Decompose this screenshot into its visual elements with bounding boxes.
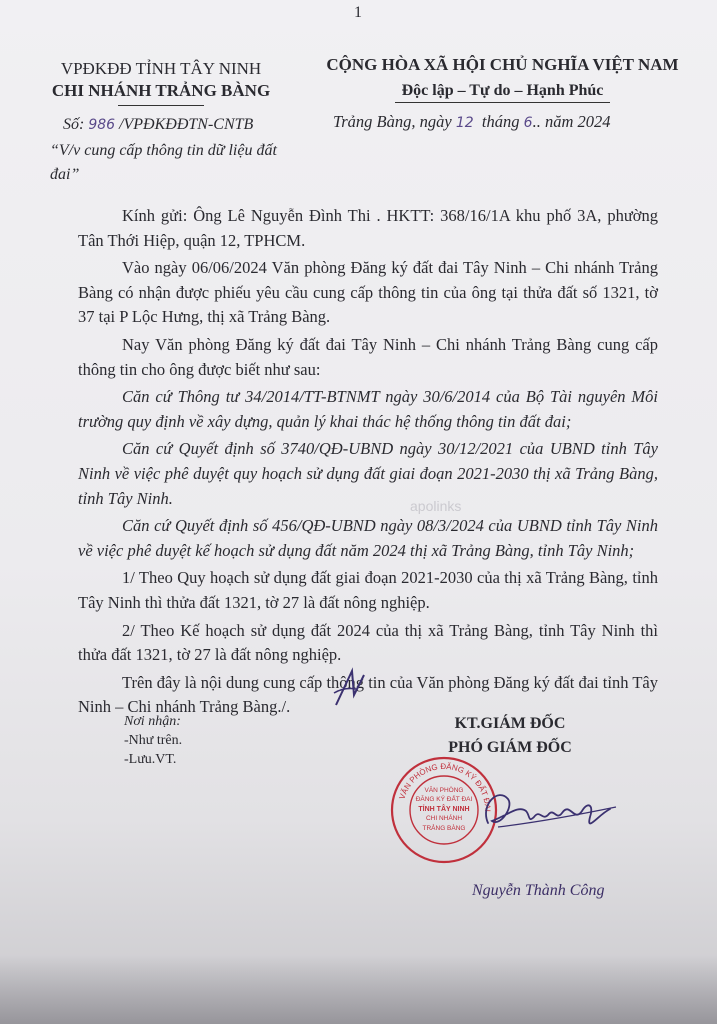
recipients [124,712,182,769]
day-handwritten: 12 [455,115,474,131]
paragraph-intro: Nay Văn phòng Đăng ký đất đai Tây Ninh – Chi nhánh Trảng Bàng cung cấp thông tin cho ông được biết như sau: [78,334,658,379]
legal-basis-2: Căn cứ Quyết định số 3740/QĐ-UBND ngày 30/12/2021 của UBND tỉnh Tây Ninh về việc phê duyệt quy hoạch sử dụng đất giai đoạn 2021-2030 thị xã Trảng Bàng, tỉnh Tây Ninh. [78,439,658,508]
month-label: tháng [481,112,520,131]
agency-underline [118,105,204,106]
signature-title-2: PHÓ GIÁM ĐỐC [448,739,572,756]
initial-mark [330,665,370,710]
document-number [63,116,253,134]
date-line: Trảng Bàng, ngày 12 tháng 6.. năm 2024 [333,112,611,131]
date-prefix: Trảng Bàng, ngày [333,112,452,131]
svg-text:ĐĂNG KÝ ĐẤT ĐAI: ĐĂNG KÝ ĐẤT ĐAI [415,796,473,803]
signature-title [430,712,590,760]
handwritten-signature [478,775,623,845]
finding-2: 2/ Theo Kế hoạch sử dụng đất 2024 của thị xã Trảng Bàng, tỉnh Tây Ninh thì thửa đất 1321, tờ 27 là đất nông nghiệp. [78,620,658,665]
document-subject: “V/v cung cấp thông tin dữ liệu đất đai” [50,142,277,183]
month-handwritten: 6 [523,115,533,131]
svg-text:VĂN PHÒNG: VĂN PHÒNG [424,787,464,794]
issuing-agency [30,58,292,106]
national-header [300,52,705,103]
year-text: năm 2024 [544,112,611,131]
signer-name: Nguyễn Thành Công [472,882,605,899]
country-name: CỘNG HÒA XÃ HỘI CHỦ NGHĨA VIỆT NAM [326,55,679,74]
letter-body [78,204,658,723]
agency-line-1: VPĐKĐĐ TỈNH TÂY NINH [60,59,262,78]
recipient-item: -Lưu.VT. [124,752,177,767]
svg-text:TỈNH TÂY NINH: TỈNH TÂY NINH [418,806,470,813]
finding-1: 1/ Theo Quy hoạch sử dụng đất giai đoạn 2021-2030 của thị xã Trảng Bàng, tỉnh Tây Ninh thì thửa đất 1321, tờ 27 là đất nông nghiệp. [78,568,658,612]
svg-text:VĂN PHÒNG ĐĂNG KÝ ĐẤT ĐAI: VĂN PHÒNG ĐĂNG KÝ ĐẤT ĐAI [397,761,493,812]
recipient-item: -Như trên. [124,733,183,748]
watermark: apolinks [410,498,462,514]
doc-no-handwritten: 986 [88,117,116,133]
addressee: Kính gửi: Ông Lê Nguyễn Đình Thi . HKTT: 368/16/1A khu phố 3A, phường Tân Thới Hiệp, quận 12, TPHCM. [78,206,658,250]
legal-basis-1: Căn cứ Thông tư 34/2014/TT-BTNMT ngày 30/6/2014 của Bộ Tài nguyên Môi trường quy định về xây dựng, quản lý khai thác hệ thống thông tin đất đai; [78,387,658,431]
doc-no-suffix: /VPĐKĐĐTN-CNTB [119,116,254,133]
photo-shadow [0,955,717,1024]
paragraph-request: Vào ngày 06/06/2024 Văn phòng Đăng ký đất đai Tây Ninh – Chi nhánh Trảng Bàng có nhận được phiếu yêu cầu cung cấp thông tin của ông tại thửa đất số 1321, tờ 37 tại P Lộc Hưng, thị xã Trảng Bàng. [78,258,658,327]
page-number: 1 [354,4,362,21]
svg-text:CHI NHÁNH: CHI NHÁNH [425,815,463,822]
legal-basis-3: Căn cứ Quyết định số 456/QĐ-UBND ngày 08/3/2024 của UBND tỉnh Tây Ninh về việc phê duyệt kế hoạch sử dụng đất năm 2024 thị xã Trảng Bàng, tỉnh Tây Ninh; [78,516,658,560]
closing-paragraph: Trên đây là nội dung cung cấp thông tin của Văn phòng Đăng ký đất đai tỉnh Tây Ninh – Chi nhánh Trảng Bàng./. [78,672,658,717]
svg-text:TRẢNG BÀNG: TRẢNG BÀNG [422,825,466,832]
signature-title-1: KT.GIÁM ĐỐC [454,715,566,732]
doc-no-prefix: Số: [63,116,85,133]
agency-line-2: CHI NHÁNH TRẢNG BÀNG [51,81,271,100]
national-motto: Độc lập – Tự do – Hạnh Phúc [401,82,604,99]
recipients-label: Nơi nhận: [124,714,181,729]
